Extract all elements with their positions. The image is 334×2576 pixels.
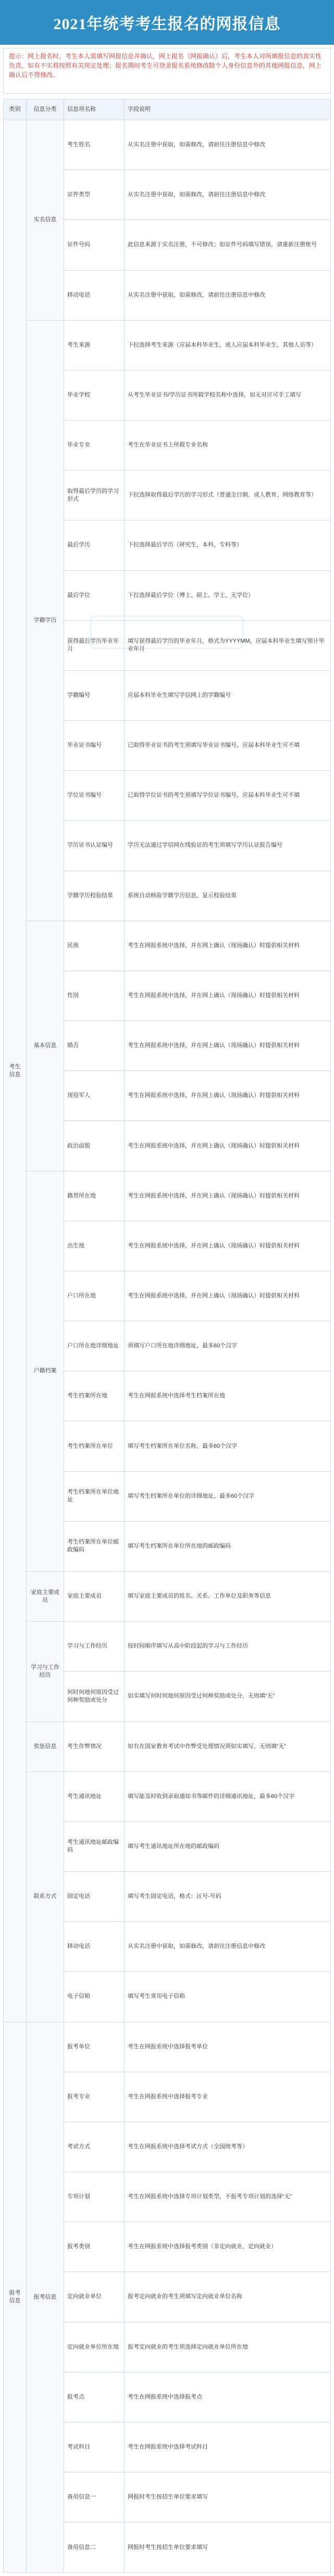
field-name-cell: 户口所在地详细地址 <box>64 1321 125 1371</box>
field-desc-cell: 考生在网报系统中选择考试科目 <box>125 2422 331 2472</box>
group-cell: 实名信息 <box>27 120 64 321</box>
field-desc-cell: 考生在毕业证书上所载专业名称 <box>125 420 331 470</box>
field-desc-cell: 考生在网报系统中选择专项计划类型，不报考专项计划的选择“无” <box>125 2172 331 2222</box>
field-name-cell: 移动电话 <box>64 1922 125 1972</box>
field-desc-cell: 考生在网报系统中选择报考类别（非定向就业、定向就业） <box>125 2222 331 2272</box>
field-desc-cell: 填写考生通讯地址所在地的邮政编码 <box>125 1821 331 1871</box>
field-name-cell: 何时何地何原因受过何种奖励或处分 <box>64 1672 125 1721</box>
category-cell: 报考信息 <box>4 2022 27 2572</box>
field-desc-cell: 考生在网报系统中选择，并在网上确认（现场确认）时提供相关材料 <box>125 921 331 971</box>
field-desc-cell: 从实名注册中获取，如需修改，请前往注册信息中修改 <box>125 270 331 320</box>
field-name-cell: 报考专业 <box>64 2072 125 2122</box>
field-desc-cell: 按时间顺序填写从高中阶段起的学习与工作经历 <box>125 1622 331 1672</box>
field-name-cell: 家庭主要成员 <box>64 1571 125 1621</box>
field-name-cell: 证件号码 <box>64 220 125 270</box>
field-desc-cell: 须填写户口所在地详细地址，最多60个汉字 <box>125 1321 331 1371</box>
field-name-cell: 最后学历 <box>64 520 125 570</box>
field-name-cell: 户口所在地 <box>64 1271 125 1321</box>
field-name-cell: 考生档案所在单位邮政编码 <box>64 1521 125 1571</box>
field-desc-cell: 从考生毕业证书/学历证书所载学校名称中选择，如无对应可手工填写 <box>125 370 331 420</box>
field-desc-cell: 填写考生档案所在单位所在地的邮政编码 <box>125 1521 331 1571</box>
field-desc-cell: 填写考生固定电话，格式：区号-号码 <box>125 1872 331 1922</box>
field-desc-cell: 考生在网报系统中选择，并在网上确认（现场确认）时提供相关材料 <box>125 1221 331 1271</box>
info-table <box>3 99 331 2573</box>
header-category: 类别 <box>4 99 27 120</box>
field-name-cell: 定向就业单位 <box>64 2272 125 2322</box>
field-name-cell: 学位证书编号 <box>64 771 125 821</box>
field-name-cell: 婚否 <box>64 1021 125 1071</box>
field-desc-cell: 考生在网报系统中选择考试方式（全国统考等） <box>125 2122 331 2172</box>
field-name-cell: 考生通讯地址邮政编码 <box>64 1821 125 1871</box>
group-cell: 奖惩信息 <box>27 1721 64 1771</box>
field-desc-cell: 考生在网报系统中选择报考专业 <box>125 2072 331 2122</box>
field-desc-cell: 考生在网报系统中选择，并在网上确认（现场确认）时提供相关材料 <box>125 1271 331 1321</box>
table-row <box>4 1171 331 1221</box>
header-name: 信息项名称 <box>64 99 125 120</box>
field-name-cell: 考生档案所在单位 <box>64 1421 125 1471</box>
field-desc-cell: 考生在网报系统中选择，并在网上确认（现场确认）时提供相关材料 <box>125 1021 331 1071</box>
group-cell: 家庭主要成员 <box>27 1571 64 1621</box>
field-name-cell: 电子信箱 <box>64 1972 125 2022</box>
field-desc-cell: 考生在网报系统中选择，并在网上确认（现场确认）时提供相关材料 <box>125 1071 331 1121</box>
field-desc-cell: 此信息来源于实名注册，不可修改；如证件号码填写错误，请重新注册账号 <box>125 220 331 270</box>
table-row <box>4 120 331 170</box>
field-name-cell: 政治面貌 <box>64 1121 125 1171</box>
field-name-cell: 证件类型 <box>64 170 125 220</box>
field-name-cell: 毕业学校 <box>64 370 125 420</box>
field-desc-cell: 考生在网报系统中选择，并在网上确认（现场确认）时提供相关材料 <box>125 1171 331 1221</box>
field-name-cell: 定向就业单位所在地 <box>64 2322 125 2372</box>
field-name-cell: 最后学位 <box>64 570 125 620</box>
table-row <box>4 921 331 971</box>
field-name-cell: 学籍编号 <box>64 670 125 720</box>
notice-text: 提示：网上报名时，考生本人需填写网报信息并确认，网上报名（网报确认）后，考生本人对所填报信息的真实性负责，如有不实将按照有关规定处理；报名期间考生可登录报名系统修改除个人身份信息外的其他网报信息，网上确认后不得修改。 <box>3 48 331 94</box>
field-name-cell: 移动电话 <box>64 270 125 320</box>
field-desc-cell: 已取得毕业证书的考生须填写毕业证书编号，应届本科毕业生可不填 <box>125 721 331 771</box>
field-name-cell: 备用信息一 <box>64 2472 125 2522</box>
field-desc-cell: 考生在网报系统中选择考生档案所在地 <box>125 1371 331 1421</box>
field-desc-cell: 填写获得最后学历的毕业年月，格式为YYYYMM，应届本科毕业生填写预计毕业年月 <box>125 620 331 670</box>
table-row <box>4 2022 331 2072</box>
field-name-cell: 学历证书认证编号 <box>64 821 125 871</box>
field-name-cell: 考生姓名 <box>64 120 125 170</box>
group-cell: 学籍学历 <box>27 320 64 921</box>
field-desc-cell: 学历无法通过学信网在线验证的考生须填写学历认证报告编号 <box>125 821 331 871</box>
field-name-cell: 民族 <box>64 921 125 971</box>
field-name-cell: 性别 <box>64 971 125 1021</box>
header-desc: 字段说明 <box>125 99 331 120</box>
field-name-cell: 毕业专业 <box>64 420 125 470</box>
field-name-cell: 考试科目 <box>64 2422 125 2472</box>
table-row <box>4 320 331 370</box>
field-desc-cell: 考生在网报系统中选择，并在网上确认（现场确认）时提供相关材料 <box>125 971 331 1021</box>
field-desc-cell: 网报时考生按招生单位要求填写 <box>125 2522 331 2573</box>
field-name-cell: 报考点 <box>64 2372 125 2422</box>
field-desc-cell: 下拉选择取得最后学历的学习形式（普通全日制、成人教育、网络教育等） <box>125 470 331 520</box>
field-desc-cell: 报考定向就业的考生须填写定向就业单位名称 <box>125 2272 331 2322</box>
table-body <box>4 120 331 2573</box>
field-name-cell: 考生通讯地址 <box>64 1771 125 1821</box>
field-name-cell: 学习与工作经历 <box>64 1622 125 1672</box>
field-desc-cell: 从实名注册中获取，如需修改，请前往注册信息中修改 <box>125 1922 331 1972</box>
field-name-cell: 固定电话 <box>64 1872 125 1922</box>
field-name-cell: 学籍学历校验结果 <box>64 871 125 921</box>
field-name-cell: 备用信息二 <box>64 2522 125 2573</box>
field-desc-cell: 填写考生档案所在单位的详细地址，最多60个汉字 <box>125 1471 331 1521</box>
field-name-cell: 获得最后学历毕业年月 <box>64 620 125 670</box>
field-name-cell: 考生作弊情况 <box>64 1721 125 1771</box>
field-desc-cell: 系统自动核验学籍学历信息，显示校验结果 <box>125 871 331 921</box>
field-desc-cell: 填写能及时收到录取通知书等邮件的详细通讯地址，最多60个汉字 <box>125 1771 331 1821</box>
group-cell: 户籍档案 <box>27 1171 64 1571</box>
field-desc-cell: 下拉选择最后学位（博士、硕士、学士、无学位） <box>125 570 331 620</box>
category-cell: 考生信息 <box>4 120 27 2022</box>
table-header-row <box>4 99 331 120</box>
field-desc-cell: 如有在国家教育考试中作弊受处理情况须如实填写，无则填“无” <box>125 1721 331 1771</box>
table-row <box>4 1622 331 1672</box>
field-desc-cell: 如实填写何时何地何原因受过何种奖励或处分，无则填“无” <box>125 1672 331 1721</box>
field-desc-cell: 填写家庭主要成员的姓名、关系、工作单位及职务等信息 <box>125 1571 331 1621</box>
field-name-cell: 出生地 <box>64 1221 125 1271</box>
field-desc-cell: 应届本科毕业生填写学信网上的学籍编号 <box>125 670 331 720</box>
group-cell: 学习与工作经历 <box>27 1622 64 1721</box>
table-row <box>4 1771 331 1821</box>
field-name-cell: 毕业证书编号 <box>64 721 125 771</box>
field-desc-cell: 报考定向就业的考生须选择定向就业单位所在地 <box>125 2322 331 2372</box>
field-name-cell: 籍贯所在地 <box>64 1171 125 1221</box>
field-desc-cell: 已取得学位证书的考生须填写学位证书编号，应届本科毕业生可不填 <box>125 771 331 821</box>
group-cell: 联系方式 <box>27 1771 64 2022</box>
group-cell: 报考信息 <box>27 2022 64 2572</box>
field-name-cell: 考试方式 <box>64 2122 125 2172</box>
field-desc-cell: 考生在网报系统中选择报考点 <box>125 2372 331 2422</box>
field-desc-cell: 填写考生档案所在单位名称，最多60个汉字 <box>125 1421 331 1471</box>
field-desc-cell: 考生在网报系统中选择报考单位 <box>125 2022 331 2072</box>
field-desc-cell: 网报时考生按招生单位要求填写 <box>125 2472 331 2522</box>
table-row <box>4 1721 331 1771</box>
field-desc-cell: 考生在网报系统中选择，并在网上确认（现场确认）时提供相关材料 <box>125 1121 331 1171</box>
field-name-cell: 专项计划 <box>64 2172 125 2222</box>
field-name-cell: 考生来源 <box>64 320 125 370</box>
header-group: 信息分类 <box>27 99 64 120</box>
field-desc-cell: 下拉选择考生来源（应届本科毕业生、成人应届本科毕业生、其他人员等） <box>125 320 331 370</box>
field-name-cell: 报考单位 <box>64 2022 125 2072</box>
page-title: 2021年统考考生报名的网报信息 <box>0 0 334 45</box>
field-name-cell: 现役军人 <box>64 1071 125 1121</box>
field-desc-cell: 从实名注册中获取，如需修改，请前往注册信息中修改 <box>125 120 331 170</box>
field-name-cell: 考生档案所在地 <box>64 1371 125 1421</box>
field-desc-cell: 下拉选择最后学历（研究生、本科、专科等） <box>125 520 331 570</box>
field-name-cell: 报考类别 <box>64 2222 125 2272</box>
field-name-cell: 考生档案所在单位地址 <box>64 1471 125 1521</box>
field-desc-cell: 从实名注册中获取，如需修改，请前往注册信息中修改 <box>125 170 331 220</box>
table-row <box>4 1571 331 1621</box>
field-name-cell: 取得最后学历的学习形式 <box>64 470 125 520</box>
field-desc-cell: 填写考生常用电子信箱 <box>125 1972 331 2022</box>
group-cell: 基本信息 <box>27 921 64 1171</box>
